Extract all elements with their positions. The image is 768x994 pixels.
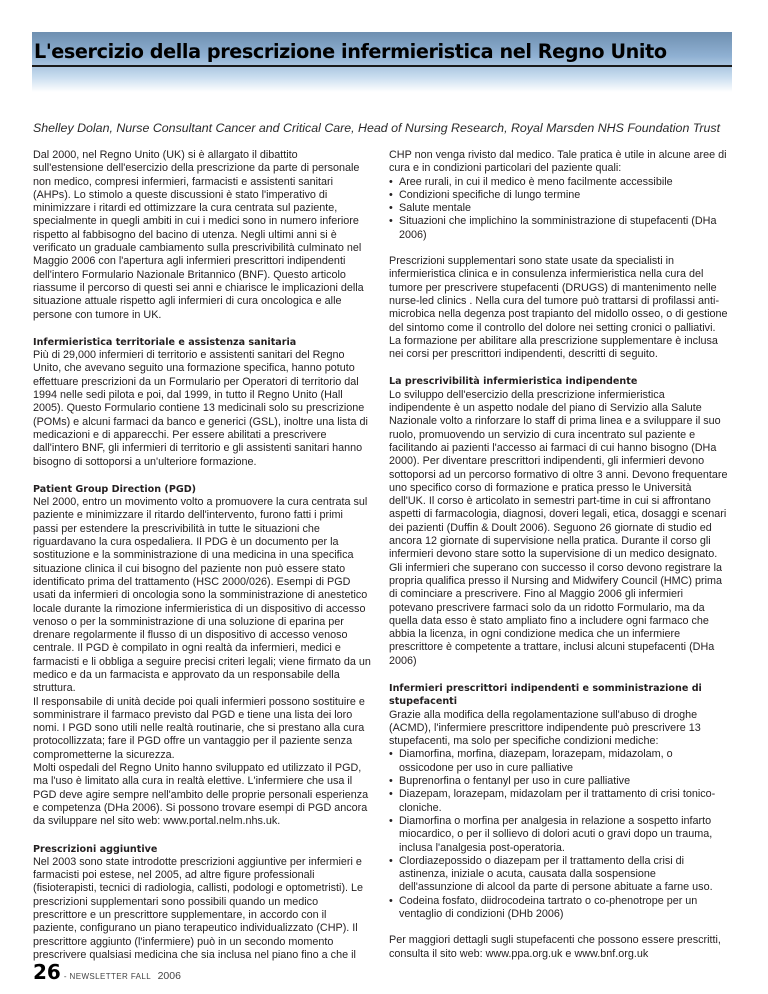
intro-paragraph: Dal 2000, nel Regno Unito (UK) si è allargato il dibattito sull'estensione dell'esercizio della prescrizione da parte di personale non medico, compresi infermieri, farmacisti e assistenti sanitari (AHPs). Lo stimolo a queste discussioni è stato l'imperativo di minimizzare i ritardi ed ottimizzare la cura centrata sul paziente, specialmente in quegli ambiti in cui i medici sono in numero inferiore rispetto al fabbisogno del bacino di utenza. Negli ultimi anni si è verificato un graduale cambiamento sulla prescrivibilità culminato nel Maggio 2006 con l'apertura agli infermieri prescrittori indipendenti dell'intero Formulario Nazionale Britannico (BNF). Questo articolo riassume il percorso di questi sei anni e chiarisce le implicazioni della situazione attuale rispetto agli infermieri di cura oncologica e alle persone con tumore in UK. xyxy=(33,149,364,321)
care-areas-list xyxy=(389,176,729,242)
list-item: • Condizioni specifiche di lungo termine xyxy=(389,189,729,202)
list-item: • Diazepam, lorazepam, midazolam per il trattamento di crisi tonico-cloniche. xyxy=(389,788,729,815)
section-heading-stupefacenti: Infermieri prescrittori indipendenti e somministrazione di stupefacenti xyxy=(389,682,702,708)
section-heading-indipendente: La prescrivibilità infermieristica indipendente xyxy=(389,376,638,388)
section-body-stupefacenti: Grazie alla modifica della regolamentazione sull'abuso di droghe (ACMD), l'infermiere prescrittore indipendente può prescrivere 13 stupefacenti, ma solo per specifiche condizioni mediche: xyxy=(389,708,701,748)
stupefacenti-block xyxy=(389,709,729,922)
continuation-paragraph: CHP non venga rivisto dal medico. Tale pratica è utile in alcune aree di cura e in condizioni particolari del paziente quali: xyxy=(389,149,727,175)
supplementary-paragraph: Prescrizioni supplementari sono state usate da specialisti in infermieristica clinica e in consulenza infermieristica nella cura del tumore per prescrivere stupefacenti (DRUGS) di mantenimento nelle nurse-led clinics . Nella cura del tumore può trattarsi di profilassi anti-microbica nella degenza post trapianto del midollo osseo, o di gestione del sintomo come il controllo del dolore nei setting cronici o palliativi. La formazione per abilitare alla prescrizione supplementare è inclusa nei corsi per prescrittori indipendenti, descritti di seguito. xyxy=(389,255,728,361)
section-body-pgd-3: Molti ospedali del Regno Unito hanno sviluppato ed utilizzato il PGD, ma l'uso è limitato alla cura in realtà elettive. L'infermiere che usa il PGD deve agire sempre nell'ambito delle proprie personali esperienza e competenza (DHa 2006). Si possono trovare esempi di PGD ancora da sviluppare nel sito web: www.portal.nelm.nhs.uk. xyxy=(33,762,369,828)
list-item: • Diamorfina o morfina per analgesia in relazione a sospetto infarto miocardico, o per il sollievo di dolori acuti o gravi dopo un trauma, inclusa l'analgesia post-operatoria. xyxy=(389,815,729,855)
newsletter-year: 2006 xyxy=(157,970,181,982)
section-body-territoriale: Più di 29,000 infermieri di territorio e assistenti sanitari del Regno Unito, che avevano seguito una formazione specifica, hanno potuto effettuare prescrizioni da un Formulario per Operatori di territorio dal 1994 nelle sedi pilota e poi, dal 1999, in tutto il Regno Unito (Hall 2005). Questo Formulario contiene 13 medicinali solo su prescrizione (POMs) e alcuni farmaci da banco e generici (GSL), inoltre una lista di medicazioni e di apparecchi. Per essere abilitati a prescrivere dall'intero BNF, gli infermieri di territorio e gli assistenti sanitari hanno bisogno di sottoporsi a un'ulteriore formazione. xyxy=(33,349,368,468)
article-title: L'esercizio della prescrizione infermieristica nel Regno Unito xyxy=(34,40,667,63)
list-item: • Salute mentale xyxy=(389,202,729,215)
closing-paragraph: Per maggiori dettagli sugli stupefacenti che possono essere prescritti, consulta il sito web: www.ppa.org.uk e www.bnf.org.uk xyxy=(389,934,721,960)
section-body-indipendente: Lo sviluppo dell'esercizio della prescrizione infermieristica indipendente è un aspetto nodale del piano di Servizio alla Salute Nazionale volto a rinforzare lo staff di prima linea e a sviluppare il suo ruolo, promuovendo un servizio di cura incentrato sul paziente e facilitando ai pazienti l'accesso ai farmaci di cui hanno bisogno (DHa 2000). Per diventare prescrittori indipendenti, gli infermieri devono sottoporsi ad un percorso formativo di oltre 3 anni. Devono frequentare uno specifico corso di formazione e pratica presso le Università dell'UK. Il corso è articolato in semestri part-time in cui si affrontano aspetti di farmacologia, diagnosi, doveri legali, etica, dosaggi e scenari dei pazienti (Duffin & Doult 2006). Seguono 26 giornate di studio ed ancora 12 giornate di supervisione nella pratica. Durante il corso gli infermieri devono stare sotto la supervisione di un medico designato. Gli infermieri che superano con successo il corso devono registrare la propria qualifica presso il Nursing and Midwifery Council (HMC) prima di cominciare a prescrivere. Fino al Maggio 2006 gli infermieri potevano prescrivere farmaci solo da un ridotto Formulario, ma da quella data esso è stato ampliato fino a includere ogni farmaco che abbia la licenza, in ogni condizione medica che un infermiere prescrittore è competente a trattare, inclusi alcuni stupefacenti (DHa 2006) xyxy=(389,388,728,667)
drugs-list xyxy=(389,748,729,921)
section-body-aggiuntive: Nel 2003 sono state introdotte prescrizioni aggiuntive per infermieri e farmacisti poi estese, nel 2005, ad altre figure professionali (fisioterapisti, tecnici di radiologia, callisti, podologi e optometristi). Le prescrizioni supplementari sono possibili quando un medico prescrittore e un prescrittore supplementare, in accordo con il paziente, configurano un piano terapeutico individualizzato (CHP). Il prescrittore aggiunto (l'infermiere) può in un secondo momento prescrivere qualsiasi medicina che sia inclusa nel piano fino a che il xyxy=(33,855,364,961)
section-heading-aggiuntive: Prescrizioni aggiuntive xyxy=(33,843,158,855)
list-item: • Codeina fosfato, diidrocodeina tartrato o co-phenotrope per un ventaglio di condizioni (DHb 2006) xyxy=(389,895,729,922)
section-heading-pgd: Patient Group Direction (PGD) xyxy=(33,483,197,495)
page-number: 26 xyxy=(33,960,61,984)
list-item: • Aree rurali, in cui il medico è meno facilmente accessibile xyxy=(389,176,729,189)
section-heading-territoriale: Infermieristica territoriale e assistenza sanitaria xyxy=(33,336,297,348)
list-item: • Situazioni che implichino la somministrazione di stupefacenti (DHa 2006) xyxy=(389,215,729,242)
list-item: • Diamorfina, morfina, diazepam, lorazepam, midazolam, o ossicodone per uso in cure palliative xyxy=(389,748,729,775)
newsletter-label: - NEWSLETTER FALL xyxy=(63,972,152,981)
author-byline: Shelley Dolan, Nurse Consultant Cancer and Critical Care, Head of Nursing Research, Royal Marsden NHS Foundation Trust xyxy=(33,121,721,135)
left-column xyxy=(33,149,371,976)
list-item: • Clordiazepossido o diazepam per il trattamento della crisi di astinenza, iniziale o acuta, causata dalla sospensione dell'assunzione di alcool da parte di persone abituate a farne uso. xyxy=(389,855,729,895)
page-footer xyxy=(33,960,181,984)
list-item: • Buprenorfina o fentanyl per uso in cure palliative xyxy=(389,775,729,788)
right-column xyxy=(389,149,729,975)
continuation-block xyxy=(389,149,729,242)
section-body-pgd-1: Nel 2000, entro un movimento volto a promuovere la cura centrata sul paziente e minimizzare il ritardo dell'intervento, furono fatti i primi passi per estendere la prescrivibilità in tutte le situazioni che riguardavano la cura ospedaliera. Il PDG è un documento per la sostituzione e la somministrazione di una medicina in una specifica situazione clinica il cui bisogno del paziente non può essere stato identificato prima del trattamento (HSC 2000/026). Esempi di PGD usati da infermieri di oncologia sono la somministrazione di anestetico locale durante la rimozione infermieristica di un dispositivo di accesso venoso o per la somministrazione di una soluzione di eparina per drenare regolarmente il flusso di un dispositivo di accesso venoso centrale. Il PGD è compilato in ogni realtà da infermieri, medici e farmacisti e li obbliga a seguire precisi criteri legali; viene firmato da un medico e da un farmacista e approvato da un responsabile della struttura. xyxy=(33,496,371,695)
section-body-pgd-2: Il responsabile di unità decide poi quali infermieri possono sostituire e somministrare il farmaco previsto dal PGD e tiene una lista dei loro nomi. I PGD sono utili nelle realtà routinarie, che si prestano alla cura protocollizzata; fare il PGD offre un vantaggio per il paziente senza comprometterne la sicurezza. xyxy=(33,695,365,761)
title-underline xyxy=(32,65,732,67)
